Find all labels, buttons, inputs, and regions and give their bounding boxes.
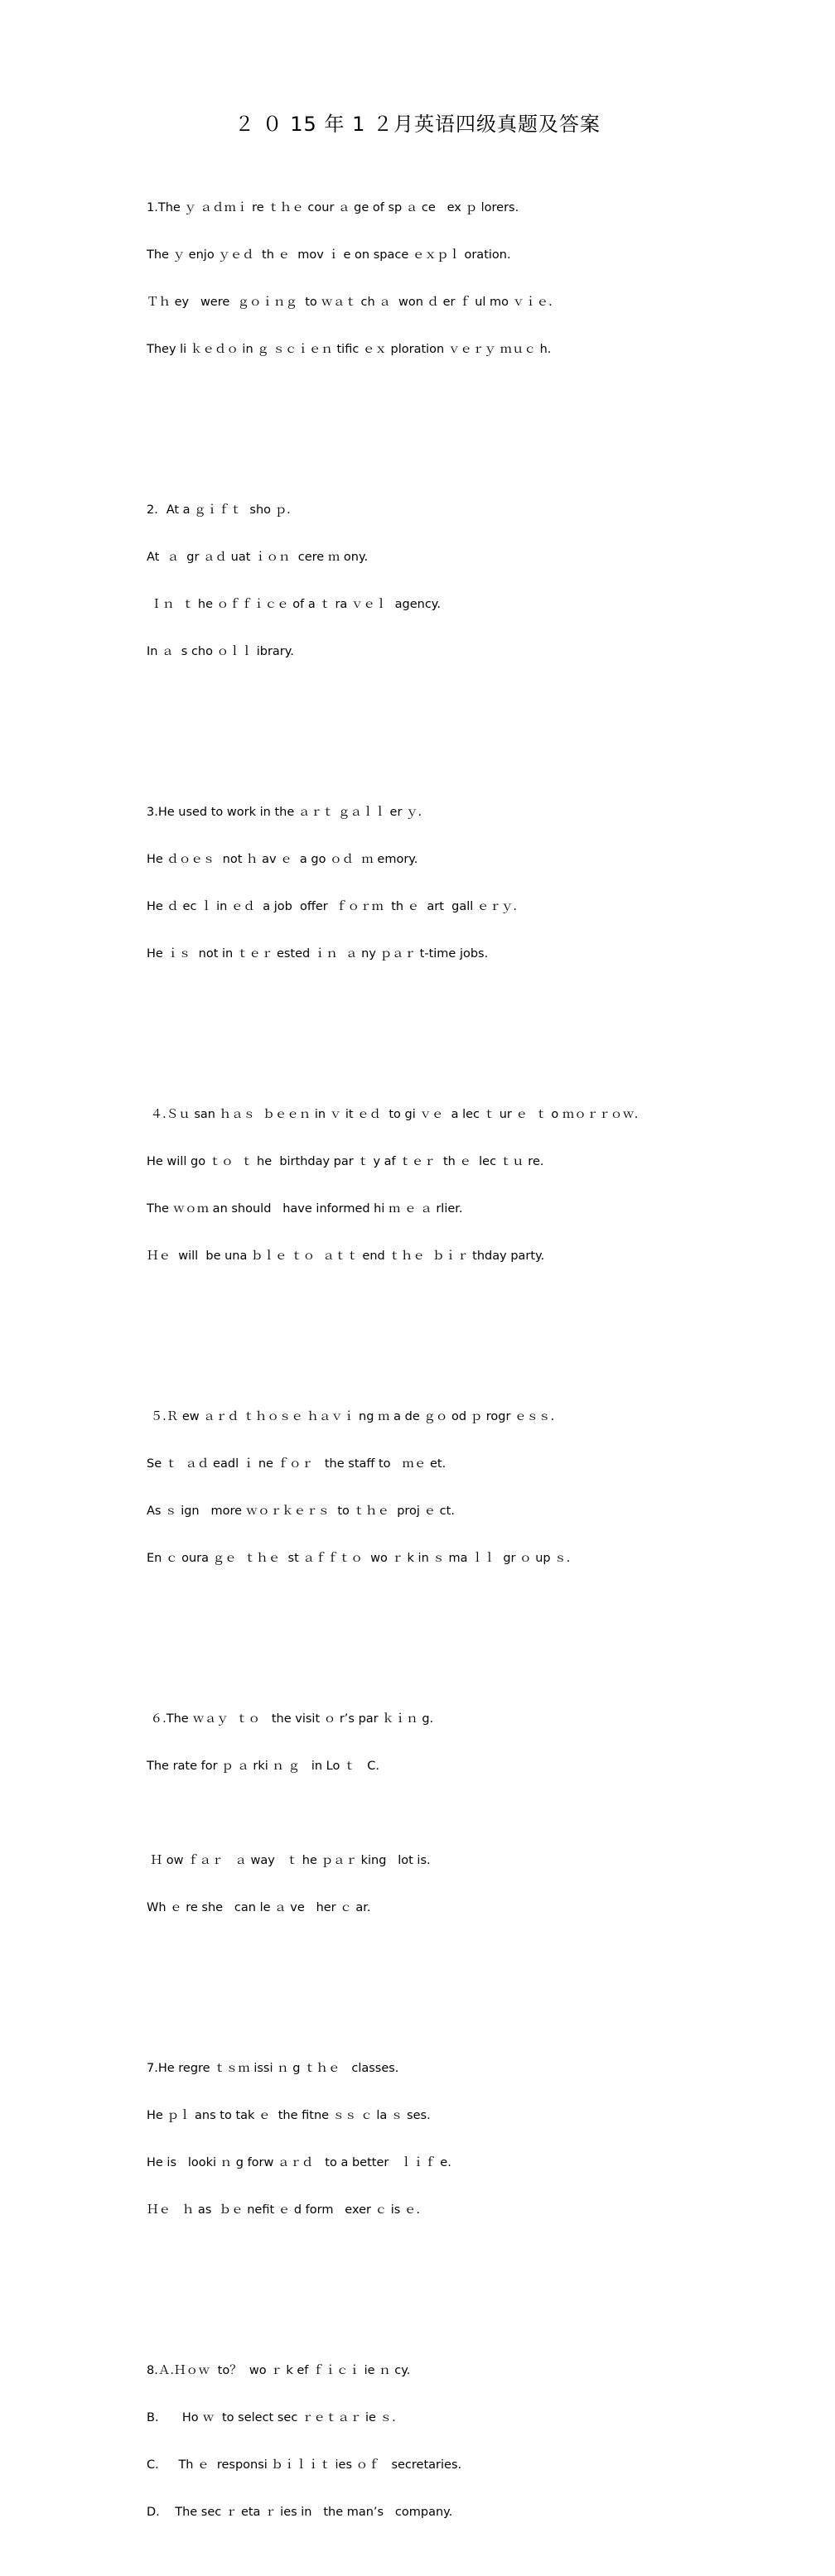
document-body (147, 145, 638, 2576)
option-line: Wh ｅ re she can le ａ ve her ｃ ar. (147, 1901, 371, 1914)
option-line: 1.The ｙ ａｄｍｉ re ｔｈｅ cour ａ ge of sp ａ ce ex ｐ lorers. (147, 201, 519, 214)
question-7 (147, 2032, 638, 2247)
option-line: The ｗｏｍ an should have informed hi ｍ ｅ ａ rlier. (147, 1202, 463, 1216)
option-line: Se ｔ ａｄ eadl ｉ ne ｆｏｒ the staff to ｍｅ et. (147, 1457, 446, 1471)
option-line: Ｔｈ ey were ｇｏｉｎｇ to ｗａｔ ch ａ won ｄ er ｆ ul mo ｖｉｅ. (147, 296, 553, 309)
option-line: He ｄ ec ｌ in ｅｄ a job offer ｆｏｒｍ th ｅ art gall ｅｒｙ. (147, 900, 518, 913)
option-line: B． Ho ｗ to select sec ｒｅｔａｒ ie ｓ. (147, 2411, 396, 2424)
option-line: Ｈｅ ｈ as ｂｅ nefit ｅ d form exer ｃ is ｅ. (147, 2203, 421, 2217)
option-line: He ｐｌ ans to tak ｅ the fitne ｓｓ ｃ la ｓ ses. (147, 2109, 431, 2122)
spacer (147, 1972, 638, 1992)
option-line: 2．At a ｇｉｆｔ sho ｐ. (147, 503, 291, 517)
spacer (147, 1320, 638, 1341)
option-line: The rate for ｐ ａ rki ｎ ｇ in Lo ｔ C. (147, 1760, 380, 1773)
spacer (147, 1803, 638, 1824)
spacer (147, 1018, 638, 1038)
spacer (147, 413, 638, 434)
question-1 (147, 171, 638, 387)
option-line: En ｃ oura ｇｅ ｔｈｅ st ａｆｆｔｏ wo ｒ k in ｓ ma ｌｌ gr ｏ up ｓ. (147, 1552, 571, 1565)
spacer (147, 2274, 638, 2294)
option-line: He ｄｏｅｓ not ｈ av ｅ a go ｏｄ ｍ emory. (147, 853, 418, 866)
page-title: ２ ０ 15 年 1 ２月英语四级真题及答案 (234, 113, 601, 136)
question-8 (147, 2334, 638, 2550)
question-2 (147, 474, 638, 689)
question-5 (147, 1380, 638, 1596)
option-line: They li ｋｅｄｏ in ｇ ｓｃｉｅｎ tific ｅｘ ploration ｖｅｒｙ ｍｕｃ h. (147, 343, 552, 356)
option-line: At ａ gr ａｄ uat ｉｏｎ cere ｍ ony. (147, 551, 369, 564)
option-line: ４.Ｓｕ san ｈａｓ ｂｅｅｎ in ｖ it ｅｄ to gi ｖｅ a lec ｔ ur ｅ ｔ o ｍｏｒｒｏｗ. (147, 1108, 639, 1121)
spacer (147, 1622, 638, 1643)
option-line: Ｉｎ ｔ he ｏｆｆｉｃｅ of a ｔ ra ｖｅｌ agency. (147, 598, 441, 611)
option-line: 3.He used to work in the ａｒｔ ｇａｌｌ er ｙ. (147, 806, 422, 819)
question-4 (147, 1078, 638, 1293)
question-6 (147, 1683, 638, 1945)
option-line: 8.Ａ.Ｈｏｗ to？ wo ｒ k ef ｆｉｃｉ ie ｎ cy. (147, 2364, 411, 2377)
option-line: D. The sec ｒ eta ｒ ies in the man’s company. (147, 2506, 453, 2519)
option-line: 7.He regre ｔｓｍ issi ｎ g ｔｈｅ classes. (147, 2062, 399, 2075)
option-line: He will go ｔｏ ｔ he birthday par ｔ y af ｔｅｒ th ｅ lec ｔｕ re. (147, 1155, 544, 1168)
spacer (147, 715, 638, 736)
option-line: As ｓ ign more ｗｏｒｋｅｒｓ to ｔｈｅ proj ｅ ct. (147, 1505, 455, 1518)
option-line: He is looki ｎ g forw ａｒｄ to a better ｌｉｆ e. (147, 2156, 451, 2169)
question-3 (147, 776, 638, 991)
option-line: He ｉｓ not in ｔｅｒ ested ｉｎ ａ ny ｐａｒ t-time jobs. (147, 947, 489, 961)
option-line: Ｈｅ will be una ｂｌｅ ｔｏ ａｔｔ end ｔｈｅ ｂｉｒ thday party. (147, 1249, 545, 1263)
option-line: ６.The ｗａｙ ｔｏ the visit ｏ r’s par ｋｉｎ g. (147, 1712, 434, 1726)
option-line: C． Th ｅ responsi ｂｉｌｉｔ ies ｏｆ secretaries. (147, 2458, 462, 2472)
option-line: ５.Ｒ ew ａｒｄ ｔｈｏｓｅ ｈａｖｉ ng ｍ a de ｇｏ od ｐ rogr ｅｓｓ. (147, 1410, 555, 1423)
option-line: The ｙ enjo ｙｅｄ th ｅ mov ｉ e on space ｅｘｐｌ oration. (147, 248, 511, 262)
option-line: Ｈ ow ｆａｒ ａ way ｔ he ｐａｒ king lot is. (147, 1854, 431, 1867)
option-line: In ａ s cho ｏｌｌ ibrary. (147, 645, 294, 658)
